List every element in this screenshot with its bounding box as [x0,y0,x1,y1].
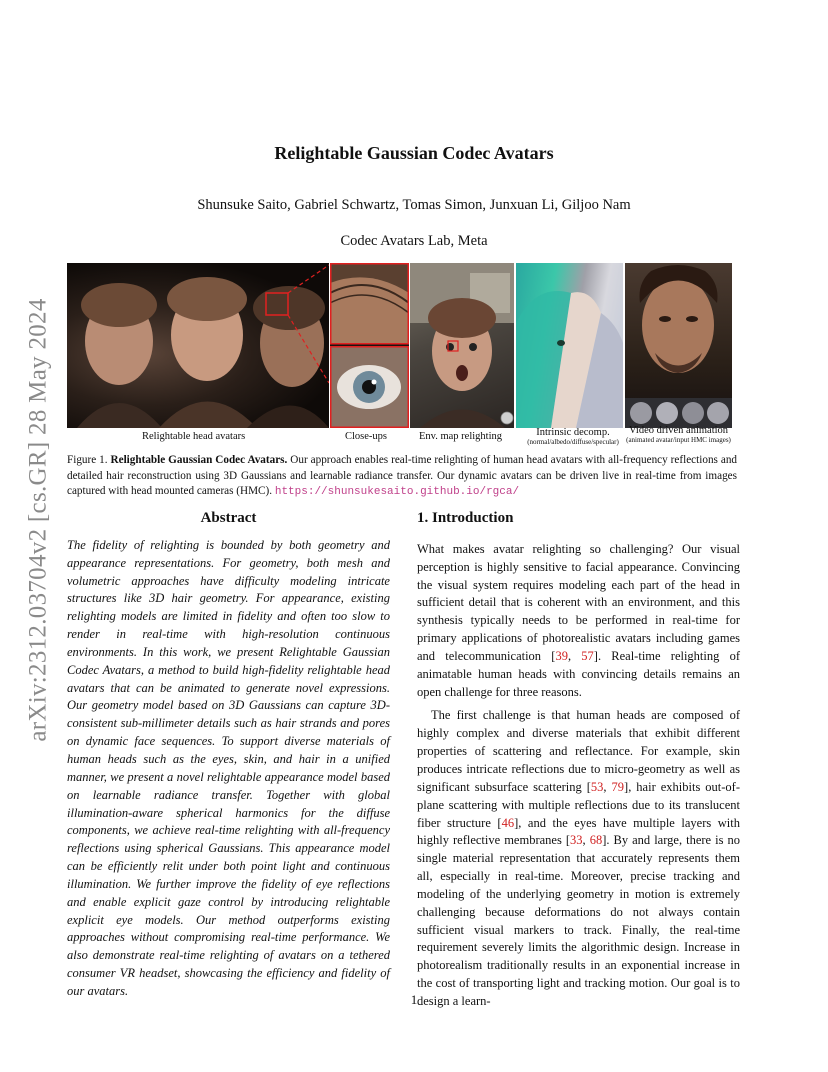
figure-panel-labels [67,425,732,452]
paper-title: Relightable Gaussian Codec Avatars [274,143,554,163]
label-close-ups: Close-ups [345,431,387,442]
intro-p2-text-c: ], and the eyes have multiple layers with highly reflective membranes [ [417,815,740,848]
figure-caption [67,453,737,501]
intro-paragraph-2: The first challenge is that human heads are composed of highly complex and diverse materials that exhibit different properties of scattering and reflectance. For example, skin produces intricate reflections due to micro-geometry as well as significant subsurface scattering [53, 79], hair exhibits out-of-plane scattering with multiple reflections due to its translucent fiber structure [46], and the eyes have multiple layers with highly reflective membranes [33, 68]. By and large, there is no single material representation that accurately represents them all, especially in real-time. Moreover, precise tracking and modeling of the underlying geometry in motion is extremely challenging because deformations do not always contain sufficient visual markers to track. Finally, the real-time requirement severely limits the algorithmic design. Increase in photorealism traditionally results in an exponential increase in the cost of transporting light and tracking motion. Our goal is to design a learn- [417,708,741,1008]
label-env-map: Env. map relighting [419,431,503,442]
caption-bold: Relightable Gaussian Codec Avatars. [110,454,288,466]
label-intrinsic-note: (normal/albedo/diffuse/specular) [527,438,619,446]
citation-68[interactable]: 68 [589,833,603,848]
abstract-text: The fidelity of relighting is bounded by both geometry and appearance representations. For geometry, both mesh and volumetric approaches have difficulty modeling intricate structures like 3D hair geometry. For appearance, existing relighting models are limited in fidelity and often too slow to render in real-time with high-resolution continuous environments. In this work, we present Relightable Gaussian Codec Avatars, a method to build high-fidelity relightable head avatars that can be animated to generate novel expressions. Our geometry model based on 3D Gaussians can capture 3D-consistent sub-millimeter details such as hair strands and pores on dynamic face sequences. To support diverse materials of human heads such as the eyes, skin, and hair in a unified manner, we present a novel relightable appearance model based on learnable radiance transfer. Together with global illumination-aware spherical harmonics for the diffuse components, we achieve real-time relighting with all-frequency reflections using spherical Gaussians. This appearance model can be efficiently relit under both point light and continuous illumination. We further improve the fidelity of eye reflections and enable explicit gaze control by introducing relightable explicit eye models. Our method outperforms existing approaches without compromising real-time performance. We also demonstrate real-time relighting of avatars on a tethered consumer VR headset, showcasing the efficiency and fidelity of our avatars. [67,537,390,998]
citation-79[interactable]: 79 [611,779,625,794]
intro-p1-text-b: ]. Real-time relighting of animatable human heads with convincing details remains an open challenge for three reasons. [417,648,741,699]
author-list: Shunsuke Saito, Gabriel Schwartz, Tomas Simon, Junxuan Li, Giljoo Nam [197,197,631,213]
label-intrinsic-title: Intrinsic decomp. [536,427,610,438]
label-video-title: Video driven animation [628,425,729,436]
abstract-column [67,510,390,1001]
close-ups-image [330,263,409,428]
caption-label: Figure 1. [67,454,108,466]
intro-p2-text-d: ]. By and large, there is no single material representation that accurately represents them all, especially in real-time. Moreover, precise tracking and modeling of the underlying geometry in motion is extremely challenging because deformations do not always contain sufficient visual markers to track. Finally, the real-time requirement severely limits the algorithmic design. Increase in photorealism traditionally results in an exponential increase in the cost of transporting light and tracking motion. Our goal is to design a learn- [417,833,741,1008]
project-link[interactable]: https://shunsukesaito.github.io/rgca/ [274,486,520,498]
caption-text: Our approach enables real-time relighting of human head avatars with all-frequency reflections and detailed hair reconstruction using 3D Gaussians and learnable radiance transfer. Our dynamic avatars can be driven live in real-time from images captured with head mounted cameras (HMC). [67,454,738,497]
label-head-avatars: Relightable head avatars [142,431,246,442]
intro-paragraph-1: What makes avatar relighting so challenging? Our visual perception is highly sensitive to facial appearance. Convincing the visual system requires modeling each part of the head in sufficient detail that is coherent with an environment, and this synthesis typically needs to be performed in real-time for primary applications of photorealistic avatars including games and telecommunication [39, 57]. Real-time relighting of animatable human heads with convincing details remains an open challenge for three reasons. [417,541,741,699]
citation-53[interactable]: 53 [590,779,604,794]
relightable-heads-image [67,263,329,428]
citation-57[interactable]: 57 [581,648,594,663]
close-ups-panel [330,263,409,428]
video-driven-panel [625,263,732,428]
label-video [621,425,736,444]
affiliation: Codec Avatars Lab, Meta [340,233,488,249]
label-video-note: (animated avatar/input HMC images) [626,436,731,444]
env-map-panel [410,263,514,428]
intro-p2-text-b: ], hair exhibits out-of-plane scattering with multiple reflections due to its translucent fiber structure [ [417,779,740,830]
relightable-heads-panel [67,263,329,428]
citation-33[interactable]: 33 [570,833,583,848]
abstract-heading: Abstract [200,510,257,526]
label-intrinsic [523,427,623,446]
arxiv-stamp [8,270,70,770]
intro-heading: 1. Introduction [417,510,514,526]
page-number: 1 [410,992,418,1007]
intrinsic-decomp-panel [516,263,623,428]
arxiv-stamp-text: arXiv:2312.03704v2 [cs.GR] 28 May 2024 [25,298,53,742]
intrinsic-decomp-image [516,263,623,428]
citation-46[interactable]: 46 [501,815,515,830]
intro-column [417,510,740,1017]
env-map-image [410,263,514,428]
citation-39[interactable]: 39 [555,648,568,663]
teaser-figure [67,263,732,428]
intro-p2-text-a: The first challenge is that human heads are composed of highly complex and diverse materials that exhibit different properties of scattering and reflectance. For example, skin produces intricate reflections due to micro-geometry as well as significant subsurface scattering [ [417,708,740,794]
intro-p1-text-a: What makes avatar relighting so challenging? Our visual perception is highly sensitive to facial appearance. Convincing the visual system requires modeling each part of the head in sufficient detail that is coherent with an environment, and this synthesis typically needs to be performed in real-time for primary applications of photorealistic avatars including games and telecommunication [ [417,541,740,663]
video-driven-image [625,263,732,428]
